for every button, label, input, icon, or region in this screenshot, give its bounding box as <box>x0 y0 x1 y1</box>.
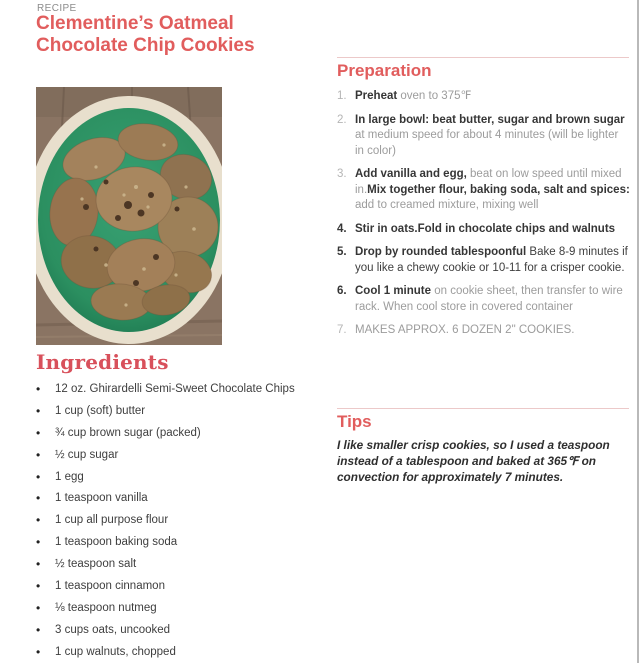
page-title <box>36 13 336 56</box>
ingredient-text: 1 teaspoon baking soda <box>55 536 178 549</box>
ingredient-item <box>36 427 328 440</box>
step-segment: Cool 1 minute <box>355 285 432 297</box>
ingredient-item <box>36 646 328 659</box>
step-number: 5. <box>337 246 347 258</box>
prep-step <box>337 167 630 214</box>
page-title-line1: Clementine’s Oatmeal <box>36 13 234 34</box>
step-number: 3. <box>337 168 347 180</box>
prep-step <box>337 284 630 315</box>
step-text <box>355 323 630 339</box>
ingredient-item <box>36 602 328 615</box>
page-title-line2: Chocolate Chip Cookies <box>36 34 255 56</box>
ingredient-text: ⅛ teaspoon nutmeg <box>55 601 157 614</box>
cookies-photo <box>36 87 222 345</box>
ingredients-heading: Ingredients <box>36 350 169 374</box>
ingredient-item <box>36 580 328 593</box>
step-text <box>355 89 630 105</box>
ingredient-text: ½ cup sugar <box>55 448 119 461</box>
ingredient-text: 12 oz. Ghirardelli Semi-Sweet Chocolate Chips <box>55 383 295 395</box>
bullet-icon: • <box>36 622 41 637</box>
step-text <box>355 284 630 315</box>
step-segment: beat on low speed until mixed in. <box>355 168 622 196</box>
ingredient-item <box>36 492 328 505</box>
ingredient-item <box>36 536 328 549</box>
step-segment: on cookie sheet, then transfer to wire rack. When cool store in covered container <box>355 285 623 313</box>
ingredient-item <box>36 449 328 462</box>
page-edge-divider <box>637 0 639 663</box>
step-number: 4. <box>337 222 347 235</box>
ingredient-text: 1 cup (soft) butter <box>55 404 146 417</box>
step-segment: In large bowl: beat butter, sugar and brown sugar <box>355 113 625 126</box>
bullet-icon: • <box>36 644 41 659</box>
step-number: 2. <box>337 113 347 126</box>
step-segment: Bake 8-9 minutes if you like a chewy cookie or 10-11 for a crisper cookie. <box>355 246 628 274</box>
step-segment: Drop by rounded tablespoonful <box>355 246 527 258</box>
bullet-icon: • <box>36 382 41 396</box>
ingredient-text: 1 cup walnuts, chopped <box>55 645 176 658</box>
ingredient-text: ¾ cup brown sugar (packed) <box>55 426 201 439</box>
tips-text: I like smaller crisp cookies, so I used a teaspoon instead of a tablespoon and baked at 365℉ on convection for approximately 7 minutes. <box>337 438 610 484</box>
ingredient-text: 1 teaspoon vanilla <box>55 492 148 505</box>
step-text <box>355 245 630 276</box>
bullet-icon: • <box>36 579 41 594</box>
preparation-rule <box>337 57 629 58</box>
bullet-icon: • <box>36 535 41 550</box>
ingredient-item <box>36 383 328 396</box>
recipe-kicker: RECIPE <box>37 3 77 14</box>
ingredient-item <box>36 514 328 527</box>
step-text <box>355 222 630 238</box>
step-segment: Mix together flour, baking soda, salt and spices: <box>367 183 630 196</box>
ingredient-item <box>36 624 328 637</box>
bullet-icon: • <box>36 600 41 615</box>
preparation-heading: Preparation <box>337 61 432 80</box>
tips-rule <box>337 408 629 409</box>
bullet-icon: • <box>36 513 41 528</box>
prep-step <box>337 89 630 105</box>
prep-step <box>337 113 630 160</box>
step-text <box>355 113 630 160</box>
step-segment: at medium speed for about 4 minutes (will be lighter in color) <box>355 129 619 157</box>
ingredient-text: 1 egg <box>55 470 84 483</box>
ingredient-item <box>36 405 328 418</box>
bullet-icon: • <box>36 403 41 418</box>
bullet-icon: • <box>36 469 41 484</box>
preparation-steps <box>337 89 630 347</box>
bullet-icon: • <box>36 447 41 462</box>
bullet-icon: • <box>36 425 41 440</box>
ingredient-text: 1 cup all purpose flour <box>55 514 169 527</box>
ingredient-text: 1 teaspoon cinnamon <box>55 580 165 593</box>
ingredients-list <box>36 383 328 663</box>
step-segment: oven to 375℉ <box>397 90 472 102</box>
step-segment: add to creamed mixture, mixing well <box>355 199 539 211</box>
bullet-icon: • <box>36 557 41 572</box>
step-number: 1. <box>337 90 347 102</box>
cookies-photo-image <box>36 87 222 345</box>
step-number: 7. <box>337 324 347 336</box>
bullet-icon: • <box>36 491 41 506</box>
prep-step <box>337 245 630 276</box>
step-segment: MAKES APPROX. 6 DOZEN 2" COOKIES. <box>355 324 575 336</box>
ingredient-text: ½ teaspoon salt <box>55 558 137 571</box>
prep-step <box>337 323 630 339</box>
ingredient-item <box>36 471 328 484</box>
tips-heading: Tips <box>337 412 372 431</box>
step-number: 6. <box>337 285 347 297</box>
ingredient-text: 3 cups oats, uncooked <box>55 623 171 636</box>
ingredient-item <box>36 558 328 571</box>
step-text <box>355 167 630 214</box>
step-segment: Add vanilla and egg, <box>355 168 467 180</box>
prep-step <box>337 222 630 238</box>
step-segment: Stir in oats.Fold in chocolate chips and walnuts <box>355 222 616 235</box>
step-segment: Preheat <box>355 90 398 102</box>
